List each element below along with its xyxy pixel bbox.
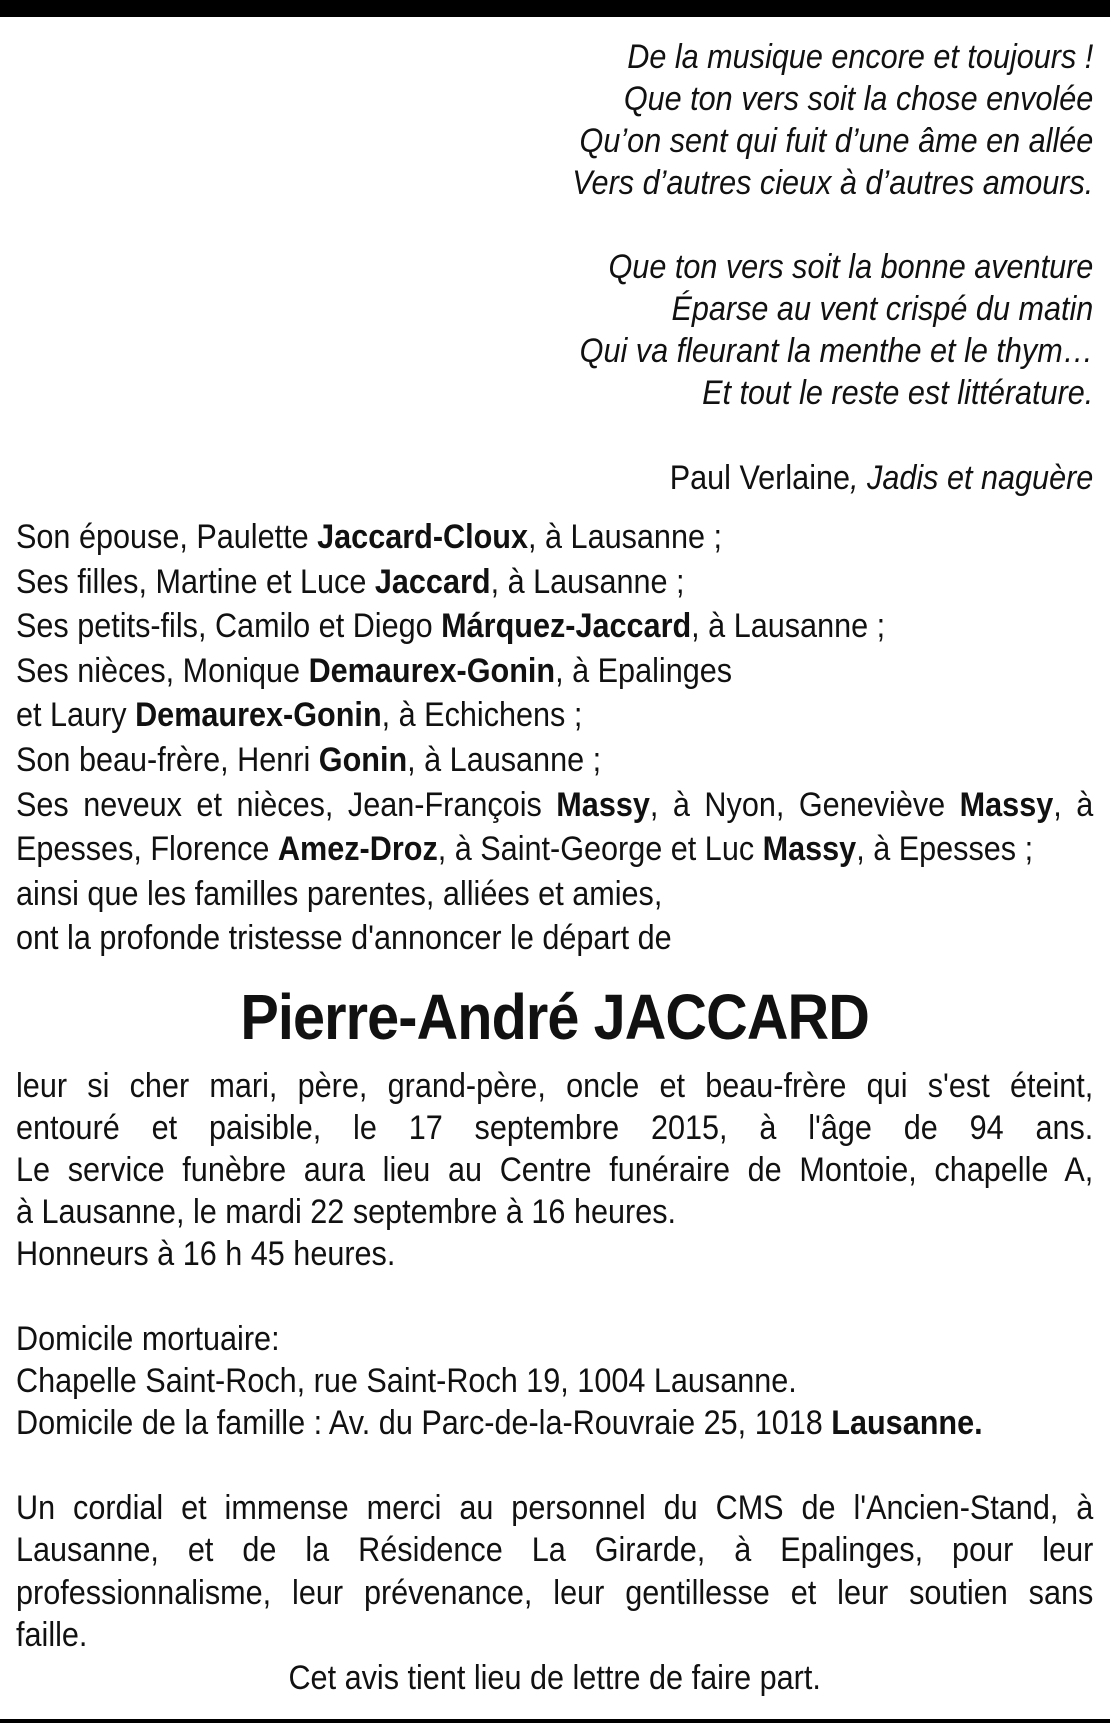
poem-attribution <box>16 457 1093 499</box>
poem-line: Que ton vers soit la bonne aventure <box>608 248 1094 286</box>
surname: Massy <box>556 785 650 824</box>
poem-work: , Jadis et naguère <box>850 459 1094 497</box>
thanks-line: professionnalisme, leur prévenance, leur gentillesse et leur soutien sans <box>16 1573 1094 1612</box>
domicile-label: Domicile mortuaire: <box>16 1320 280 1358</box>
family-line: Son beau-frère, Henri Gonin, à Lausanne ; <box>16 740 602 779</box>
family-line: Ses nièces, Monique Demaurex-Gonin, à Epalinges <box>16 651 733 690</box>
poem-line: Et tout le reste est littérature. <box>702 374 1094 412</box>
poem-author: Paul Verlaine <box>669 459 851 497</box>
thanks-line: Lausanne, et de la Résidence La Girarde, à Epalinges, pour leur <box>16 1531 1094 1570</box>
poem-stanza-1 <box>16 36 1093 204</box>
family-line: ont la profonde tristesse d'annoncer le départ de <box>16 919 672 958</box>
details-line: Honneurs à 16 h 45 heures. <box>16 1235 396 1273</box>
domicile-family: Domicile de la famille : Av. du Parc-de-la-Rouvraie 25, 1018 Lausanne. <box>16 1404 983 1442</box>
surname: Márquez-Jaccard <box>441 607 692 646</box>
surname: Jaccard-Cloux <box>317 518 529 556</box>
surname: Gonin <box>318 740 408 779</box>
details-line: Le service funèbre aura lieu au Centre funéraire de Montoie, chapelle A, <box>16 1151 1094 1189</box>
poem-line: Éparse au vent crispé du matin <box>671 290 1094 328</box>
bottom-border <box>0 1719 1110 1723</box>
closing-note: Cet avis tient lieu de lettre de faire part. <box>288 1659 821 1697</box>
surname: Demaurex-Gonin <box>308 651 556 690</box>
poem-line: Qu’on sent qui fuit d’une âme en allée <box>579 122 1094 160</box>
family-line: Ses neveux et nièces, Jean-François Massy, à Nyon, Geneviève Massy, à <box>16 785 1094 824</box>
family-line: ainsi que les familles parentes, alliées et amies, <box>16 874 663 913</box>
family-line: Ses filles, Martine et Luce Jaccard, à Lausanne ; <box>16 562 685 601</box>
details-line: à Lausanne, le mardi 22 septembre à 16 heures. <box>16 1193 677 1231</box>
poem-line: Vers d’autres cieux à d’autres amours. <box>572 164 1094 202</box>
deceased-name: Pierre-André JACCARD <box>240 981 869 1053</box>
details-line: leur si cher mari, père, grand-père, oncle et beau-frère qui s'est éteint, <box>16 1067 1094 1105</box>
details-line: entouré et paisible, le 17 septembre 2015, à l'âge de 94 ans. <box>16 1109 1094 1147</box>
thanks-paragraph <box>16 1487 1093 1657</box>
surname: Massy <box>762 830 857 869</box>
poem-line: De la musique encore et toujours ! <box>627 38 1094 76</box>
family-list <box>16 515 1093 961</box>
family-line: et Laury Demaurex-Gonin, à Echichens ; <box>16 696 583 735</box>
poem-line: Que ton vers soit la chose envolée <box>623 80 1094 118</box>
poem-line: Qui va fleurant la menthe et le thym… <box>579 332 1094 370</box>
surname: Demaurex-Gonin <box>135 696 382 735</box>
surname: Jaccard <box>374 562 491 601</box>
poem-stanza-2 <box>16 246 1093 414</box>
family-line: Epesses, Florence Amez-Droz, à Saint-George et Luc Massy, à Epesses ; <box>16 830 1034 869</box>
thanks-line: faille. <box>16 1616 88 1655</box>
domicile-section <box>16 1318 1093 1444</box>
thanks-line: Un cordial et immense merci au personnel du CMS de l'Ancien-Stand, à <box>16 1489 1094 1527</box>
surname: Amez-Droz <box>277 830 438 869</box>
family-line: Ses petits-fils, Camilo et Diego Márquez-Jaccard, à Lausanne ; <box>16 607 886 646</box>
domicile-mortuary: Chapelle Saint-Roch, rue Saint-Roch 19, 1004 Lausanne. <box>16 1362 797 1400</box>
obituary-notice <box>16 0 1093 1723</box>
surname: Massy <box>959 785 1054 824</box>
family-line: Son épouse, Paulette Jaccard-Cloux, à Lausanne ; <box>16 518 722 556</box>
details-paragraph <box>16 1065 1093 1275</box>
